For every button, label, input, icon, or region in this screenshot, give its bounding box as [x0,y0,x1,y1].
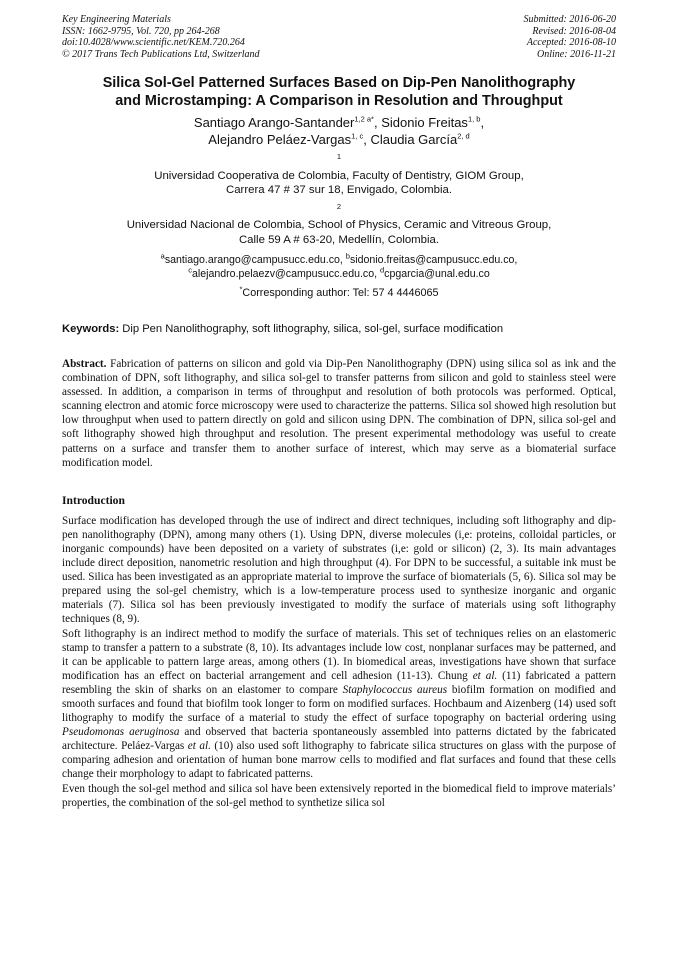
paragraph-text: Soft lithography is an indirect method to modify the surface of materials. This set of techniques relies on an elastomeric stamp to transfer a pattern to a substrate (8, 10). Its advantages include low cost, nonplanar surfaces may be patterned, and it can be applicable to pattern large areas, among others (1). In biomedical areas, investigations have shown that surface modification has an effect on bacterial arrangement and cell adhesion (11-13). Chung [62,627,616,682]
email-link[interactable]: cpgarcia@unal.edu.co [384,267,490,280]
italic-text: et al. [472,669,498,682]
date-revised: Revised: 2016-08-04 [532,25,616,37]
author-separator: , [373,115,382,130]
affiliation-2 [62,201,616,248]
keywords [62,322,616,336]
corresponding-mark: * [239,284,243,294]
paragraph-text: biofilm formation on modified and smooth surfaces and found that biofilm took longer to form on modified surfaces. Hochbaum and Aizenberg (14) used soft lithography to modify the surface of a material to study the effect of surface topography on bacterial ordering using [62,683,616,725]
author-name: Claudia García [370,132,458,147]
corresponding-author [62,284,616,300]
authors-line-2 [62,131,616,148]
email-link[interactable]: alejandro.pelaezv@campusucc.edu.co, [191,267,380,280]
species-name: Pseudomonas aeruginosa [62,726,180,739]
author-list [62,114,616,148]
abstract-text: Fabrication of patterns on silicon and gold via Dip-Pen Nanolithography (DPN) using silica sol as ink and the combination of DPN, soft lithography, and silica sol-gel to transfer patterns from silicon and gold to stainless steel were assessed. In addition, a comparison in terms of throughput and resolution of both protocols was performed. Optical, scanning electron and atomic force microscopy were used to characterize the patterns. Silica sol showed high resolution but low throughput when used to pattern directly on gold and silicon using DPN. The combination of DPN, silica sol-gel and soft lithography showed high throughput and resolution. The present experimental methodology was useful to create patterns on a surface and transfer them to another surface of interest, which may serve as a biomaterial surface modification model. [62,358,616,469]
author-name: Alejandro Peláez-Vargas [208,132,352,147]
author-affil-mark: 1, c [351,131,364,141]
affiliation-text: Universidad Cooperativa de Colombia, Faculty of Dentistry, GIOM Group, [154,169,524,182]
author-name: Sidonio Freitas [381,115,468,130]
email-mark: b [345,251,350,261]
title-line-1: Silica Sol-Gel Patterned Surfaces Based on Dip-Pen Nanolithography [102,75,576,91]
email-line-2 [62,264,616,282]
email-mark: c [188,264,192,274]
paragraph [62,627,616,782]
date-submitted: Submitted: 2016-06-20 [523,14,616,25]
authors-line-1: Santiago Arango-Santander$^{1,2 a*}$, Sidonio Freitas$^{1, b}$, [193,114,485,130]
affiliation-1 [62,154,616,198]
species-name: Staphylococcus aureus [342,683,448,696]
journal-doi: doi:10.4028/www.scientific.net/KEM.720.264 [62,37,245,48]
journal-copyright: © 2017 Trans Tech Publications Ltd, Switzerland [62,48,260,60]
affil-mark: 1 [336,152,342,162]
email-link[interactable]: santiago.arango@campusucc.edu.co, [164,254,346,266]
title-line-2: and Microstamping: A Comparison in Resolution and Throughput [115,93,563,109]
author-emails [62,251,616,281]
date-online: Online: 2016-11-21 [537,48,616,60]
corresponding-text: Corresponding author: Tel: 57 4 4446065 [242,287,439,299]
date-accepted: Accepted: 2016-08-10 [526,37,616,48]
affiliation-line: Carrera 47 # 37 sur 18, Envigado, Colombia. [225,184,453,196]
introduction-body [62,514,616,810]
journal-name: Key Engineering Materials [62,14,171,25]
journal-info [62,14,260,60]
affil-mark: 2 [336,201,342,211]
paragraph: Surface modification has developed through the use of indirect and direct techniques, including soft lithography and dip-pen nanolithography (DPN), among many others (1). Using DPN, diverse molecules (i,e: proteins, colloidal particles, or inorganic compounds) have been deposited on a variety of substrates (i,e: gold or silicon) (2, 3). Its main advantages include direct deposition, nanometric resolution and high throughput (4). For DPN to be successful, a suitable ink must be used. Silica has been investigated as an appropriate material to improve the surface of biomaterials (5, 6). Silica sol may be prepared using the sol-gel chemistry, which is a low-temperature process used to synthesize inorganic and organic materials (7). Silica sol has been previously investigated to modify the surface of materials using soft lithography techniques (8, 9). [62,514,616,626]
italic-text: et al. [187,740,211,753]
journal-issn: ISSN: 1662-9795, Vol. 720, pp 264-268 [62,25,220,37]
affiliation-line [62,201,616,233]
email-link[interactable]: sidonio.freitas@campusucc.edu.co, [349,254,518,266]
author-name: Santiago Arango-Santander [193,115,355,130]
journal-header [62,14,616,60]
email-mark: a [160,251,165,261]
keywords-text: Dip Pen Nanolithography, soft lithography, silica, sol-gel, surface modification [119,323,504,335]
keywords-label: Keywords: [62,323,120,335]
section-heading-introduction: Introduction [62,493,125,507]
paragraph-text: (11) fabricated a pattern resembling the skin of sharks on an elastomer to compare [62,669,616,696]
affiliation-line [62,154,616,183]
abstract-label: Abstract. [62,358,107,370]
email-line-1 [62,251,616,268]
paragraph-text: (10) also used soft lithography to fabricate silica structures on glass with the purpose of comparing adhesion and orientation of human bone marrow cells to modified and flat surfaces and found that these cells change their morphology to adapt to fabricated patterns. [62,740,616,781]
author-affil-mark: 1, b [467,114,481,124]
author-affil-mark: 1,2 a* [354,114,374,124]
affiliation-text: Universidad Nacional de Colombia, School of Physics, Ceramic and Vitreous Group, [126,219,552,231]
abstract [62,357,616,470]
author-affil-mark: 2, d [457,131,470,141]
author-separator: , [363,132,371,147]
email-mark: d [380,264,385,274]
paragraph-text: and observed that bacteria spontaneously assembled into patterns dictated by the fabricated architecture. Peláez-Vargas [62,726,617,753]
affiliation-line: Calle 59 A # 63-20, Medellín, Colombia. [238,233,440,246]
paper-title [62,74,616,110]
paragraph: Even though the sol-gel method and silica sol have been extensively reported in the biomedical field to improve materials’ properties, the combination of the sol-gel method to synthetize silica sol [62,782,616,809]
publication-dates [524,14,617,60]
